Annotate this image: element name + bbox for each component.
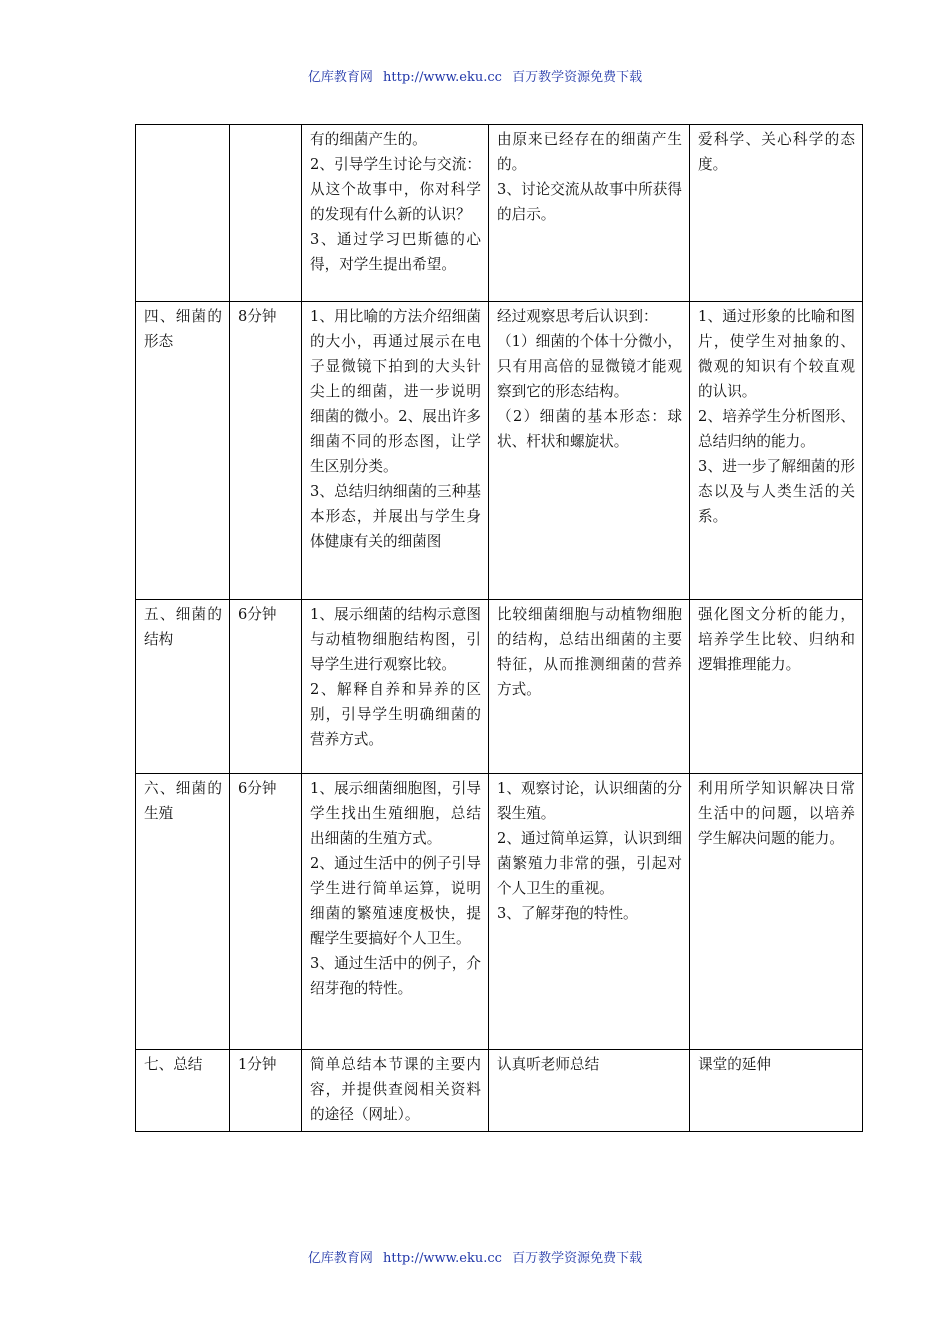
cell-paragraph: 3、总结归纳细菌的三种基本形态，并展出与学生身体健康有关的细菌图	[310, 483, 481, 550]
student-activity-cell	[489, 774, 690, 1050]
lesson-plan-table	[135, 124, 863, 1132]
cell-paragraph: 1、展示细菌细胞图，引导学生找出生殖细胞，总结出细菌的生殖方式。	[310, 780, 481, 847]
cell-paragraph: 1、用比喻的方法介绍细菌的大小，再通过展示在电子显微镜下拍到的大头针尖上的细菌，进一步说明细菌的微小。2、展出许多细菌不同的形态图，让学生区别分类。	[310, 308, 481, 475]
cell-paragraph: 经过观察思考后认识到：	[497, 308, 658, 325]
table-row	[136, 125, 863, 302]
lesson-table-body	[136, 125, 863, 1132]
footer-site-name: 亿库教育网	[307, 1251, 373, 1266]
cell-paragraph: （2）细菌的基本形态：球状、杆状和螺旋状。	[497, 408, 682, 450]
header-url: http://www.eku.cc	[383, 70, 502, 85]
cell-paragraph: 3、讨论交流从故事中所获得的启示。	[497, 181, 682, 223]
design-intent-cell	[690, 302, 863, 600]
time-cell: 8分钟	[230, 302, 302, 600]
design-intent-cell	[690, 774, 863, 1050]
cell-paragraph: 由原来已经存在的细菌产生的。	[497, 131, 682, 173]
footer-slogan: 百万教学资源免费下载	[512, 1251, 643, 1266]
time-cell: 1分钟	[230, 1050, 302, 1132]
header-slogan: 百万教学资源免费下载	[512, 70, 643, 85]
cell-paragraph: 3、了解芽孢的特性。	[497, 905, 638, 922]
design-intent-cell	[690, 600, 863, 774]
table-row	[136, 302, 863, 600]
stage-cell: 五、细菌的结构	[136, 600, 230, 774]
cell-paragraph: 有的细菌产生的。	[310, 131, 427, 148]
cell-paragraph: 1、通过形象的比喻和图片，使学生对抽象的、微观的知识有个较直观的认识。	[698, 308, 855, 400]
cell-paragraph: 2、培养学生分析图形、总结归纳的能力。	[698, 408, 855, 450]
cell-paragraph: 3、进一步了解细菌的形态以及与人类生活的关系。	[698, 458, 855, 525]
design-intent-cell	[690, 125, 863, 302]
teacher-activity-cell	[302, 125, 489, 302]
cell-paragraph: 简单总结本节课的主要内容，并提供查阅相关资料的途径（网址）。	[310, 1056, 481, 1123]
cell-paragraph: （1）细菌的个体十分微小，只有用高倍的显微镜才能观察到它的形态结构。	[497, 333, 682, 400]
student-activity-cell	[489, 600, 690, 774]
cell-paragraph: 1、观察讨论，认识细菌的分裂生殖。	[497, 780, 682, 822]
cell-paragraph: 利用所学知识解决日常生活中的问题，以培养学生解决问题的能力。	[698, 780, 855, 847]
cell-paragraph: 1、展示细菌的结构示意图与动植物细胞结构图，引导学生进行观察比较。	[310, 606, 481, 673]
stage-cell	[136, 125, 230, 302]
cell-paragraph: 2、引导学生讨论与交流：从这个故事中，你对科学的发现有什么新的认识？	[310, 156, 481, 223]
cell-paragraph: 3、通过生活中的例子，介绍芽孢的特性。	[310, 955, 481, 997]
teacher-activity-cell	[302, 774, 489, 1050]
table-row	[136, 1050, 863, 1132]
student-activity-cell	[489, 125, 690, 302]
cell-paragraph: 爱科学、关心科学的态度。	[698, 131, 855, 173]
teacher-activity-cell	[302, 1050, 489, 1132]
page-header	[0, 66, 950, 85]
cell-paragraph: 2、解释自养和异养的区别，引导学生明确细菌的营养方式。	[310, 681, 481, 748]
cell-paragraph: 3、通过学习巴斯德的心得，对学生提出希望。	[310, 231, 481, 273]
header-site-name: 亿库教育网	[307, 70, 373, 85]
stage-cell: 六、细菌的生殖	[136, 774, 230, 1050]
cell-paragraph: 强化图文分析的能力，培养学生比较、归纳和逻辑推理能力。	[698, 606, 855, 673]
student-activity-cell	[489, 1050, 690, 1132]
cell-paragraph: 2、通过简单运算，认识到细菌繁殖力非常的强，引起对个人卫生的重视。	[497, 830, 682, 897]
table-row	[136, 774, 863, 1050]
stage-cell: 七、总结	[136, 1050, 230, 1132]
footer-url: http://www.eku.cc	[383, 1251, 502, 1266]
time-cell: 6分钟	[230, 774, 302, 1050]
teacher-activity-cell	[302, 302, 489, 600]
time-cell: 6分钟	[230, 600, 302, 774]
design-intent-cell	[690, 1050, 863, 1132]
cell-paragraph: 课堂的延伸	[698, 1056, 771, 1073]
cell-paragraph: 认真听老师总结	[497, 1056, 600, 1073]
stage-cell: 四、细菌的形态	[136, 302, 230, 600]
table-row	[136, 600, 863, 774]
page-footer	[0, 1247, 950, 1266]
cell-paragraph: 2、通过生活中的例子引导学生进行简单运算，说明细菌的繁殖速度极快，提醒学生要搞好个人卫生。	[310, 855, 481, 947]
teacher-activity-cell	[302, 600, 489, 774]
student-activity-cell	[489, 302, 690, 600]
time-cell	[230, 125, 302, 302]
cell-paragraph: 比较细菌细胞与动植物细胞的结构，总结出细菌的主要特征，从而推测细菌的营养方式。	[497, 606, 682, 698]
